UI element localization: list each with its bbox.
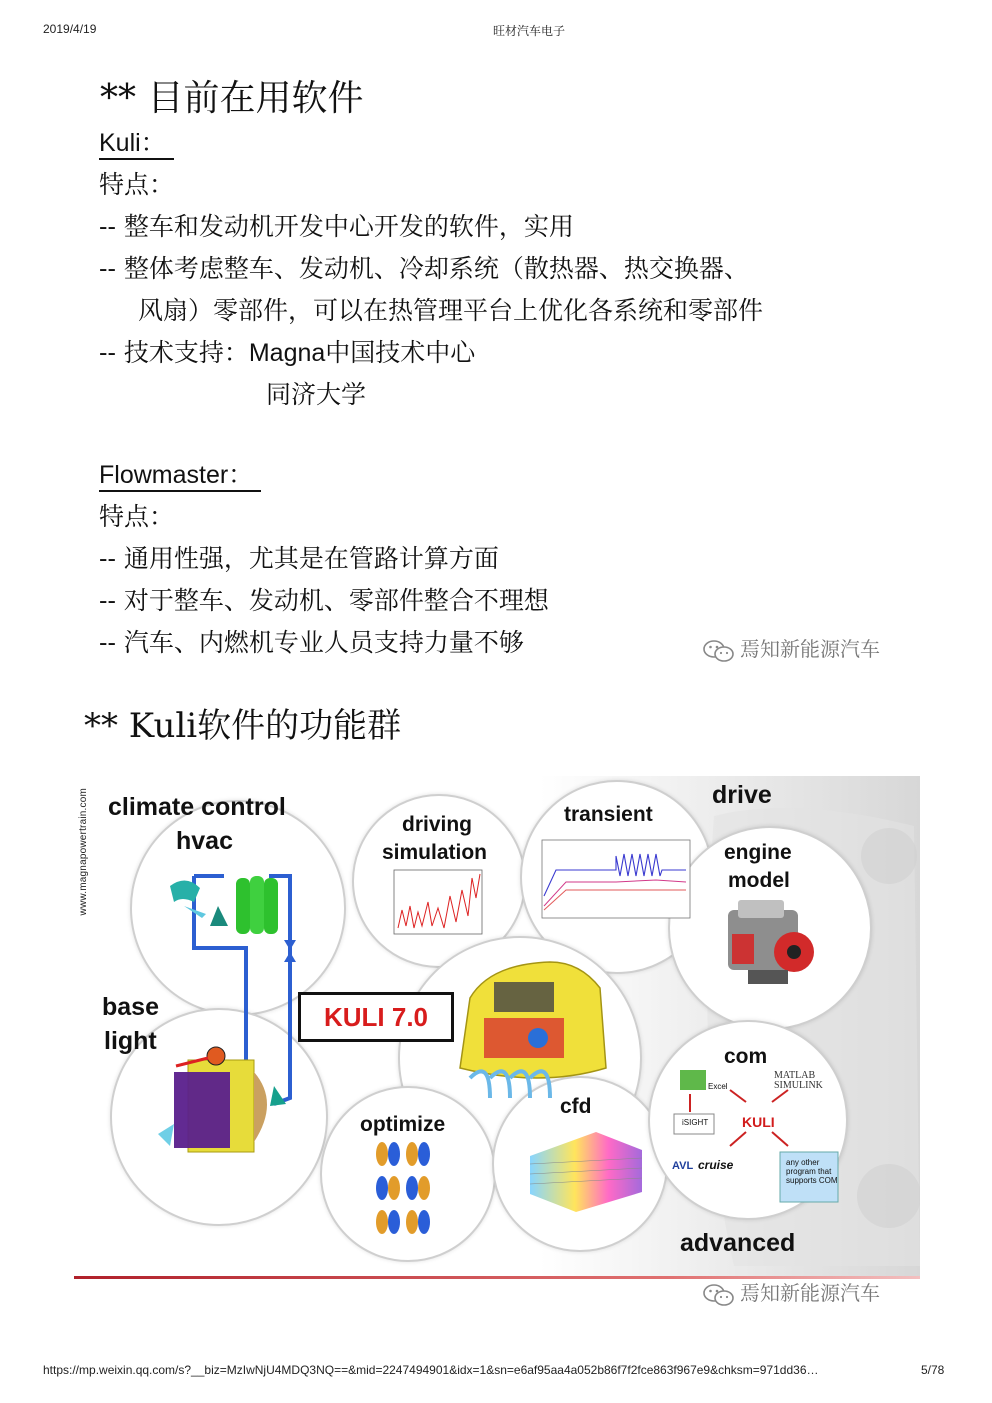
watermark-bottom <box>702 1277 880 1307</box>
wechat-icon <box>702 1283 736 1307</box>
label-advanced: advanced <box>680 1229 796 1257</box>
magna-url-vertical: www.magnapowertrain.com <box>78 788 89 916</box>
label-com: com <box>724 1045 768 1068</box>
label-light: light <box>104 1027 157 1055</box>
heading-current-software: ** 目前在用软件 <box>100 78 364 119</box>
print-url: https://mp.weixin.qq.com/s?__biz=MzIwNjU4MDQ3NQ==&mid=2247494901&idx=1&sn=e6af95aa4a052b86f7f2fce863f967e9&chksm=971dd36… <box>43 1363 819 1377</box>
watermark-text: 焉知新能源汽车 <box>740 637 880 661</box>
kuli-features-label: 特点： <box>99 170 175 199</box>
label-cruise: cruise <box>698 1158 734 1172</box>
optimize-illustration <box>368 1136 452 1236</box>
label-isight: iSIGHT <box>682 1118 709 1127</box>
label-matlab: MATLAB <box>774 1070 816 1081</box>
label-simulation: simulation <box>382 841 488 864</box>
kuli-title: Kuli： <box>99 128 174 160</box>
kuli-feature-2: -- 整体考虑整车、发动机、冷却系统（散热器、热交换器、 <box>99 254 749 283</box>
watermark-top <box>702 633 880 663</box>
label-kuli-logo: KULI <box>742 1114 775 1130</box>
label-hvac: hvac <box>176 827 233 855</box>
label-cfd: cfd <box>560 1095 592 1118</box>
label-driving: driving <box>402 813 473 836</box>
transient-chart <box>536 836 696 926</box>
kuli-support-label: -- 技术支持： <box>99 338 249 367</box>
label-transient: transient <box>564 803 653 826</box>
flowmaster-feature-2: -- 对于整车、发动机、零部件整合不理想 <box>99 586 549 615</box>
hvac-illustration <box>166 866 296 946</box>
kuli-version-box: KULI 7.0 <box>298 992 454 1042</box>
print-page-number: 5/78 <box>921 1363 945 1377</box>
kuli-support-line <box>99 337 475 369</box>
label-drive: drive <box>712 781 772 809</box>
engine-illustration <box>718 894 828 994</box>
label-engine: engine <box>724 841 792 864</box>
label-base: base <box>102 993 159 1021</box>
driving-simulation-chart <box>392 868 484 938</box>
watermark-text: 焉知新能源汽车 <box>740 1281 880 1305</box>
label-climate-control: climate control <box>108 793 286 821</box>
kuli-feature-1: -- 整车和发动机开发中心开发的软件，实用 <box>99 212 574 241</box>
kuli-feature-2-cont: 风扇）零部件，可以在热管理平台上优化各系统和零部件 <box>138 296 764 325</box>
com-illustration <box>670 1066 850 1206</box>
flowmaster-features-label: 特点： <box>99 502 175 531</box>
kuli-function-diagram <box>74 776 920 1279</box>
radiator-illustration <box>150 1042 300 1172</box>
label-optimize: optimize <box>360 1113 446 1136</box>
flowmaster-feature-3: -- 汽车、内燃机专业人员支持力量不够 <box>99 628 524 657</box>
wechat-icon <box>702 639 736 663</box>
label-excel: Excel <box>708 1082 728 1091</box>
kuli-support-2: 同济大学 <box>266 380 367 409</box>
label-avl: AVL <box>672 1160 694 1172</box>
flowmaster-feature-1: -- 通用性强，尤其是在管路计算方面 <box>99 544 499 573</box>
kuli-support-1: Magna中国技术中心 <box>248 339 476 367</box>
label-model: model <box>728 869 790 892</box>
heading-kuli-function-groups: ** Kuli软件的功能群 <box>84 706 402 746</box>
label-simulink: SIMULINK <box>774 1080 823 1091</box>
label-any-other-program: any other program that supports COM <box>786 1158 838 1185</box>
car-cooling-illustration <box>450 958 610 1098</box>
print-date: 2019/4/19 <box>43 22 97 36</box>
print-site-title: 旺材汽车电子 <box>493 24 566 38</box>
cfd-illustration <box>526 1128 646 1212</box>
flowmaster-title: Flowmaster： <box>99 460 261 492</box>
